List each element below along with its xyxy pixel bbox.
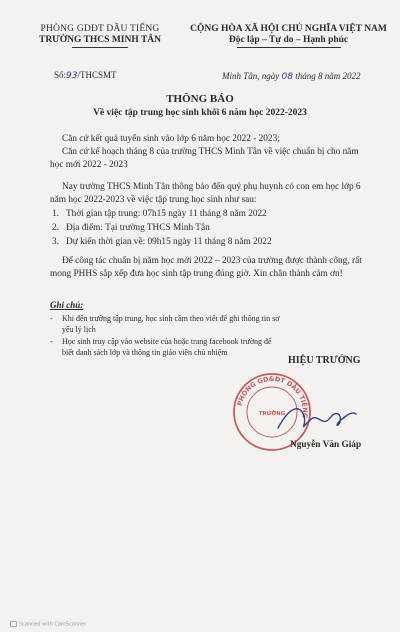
document-number	[54, 70, 116, 81]
date-before: Minh Tân, ngày	[222, 71, 282, 81]
handwritten-signature	[270, 398, 360, 442]
national-motto: Độc lập – Tự do – Hạnh phúc	[228, 35, 349, 45]
school-name: TRƯỜNG THCS MINH TÂN	[38, 35, 162, 45]
stamp-outer-text: PHÒNG GD&ĐT DẦU TIẾNG	[235, 374, 310, 419]
doc-number-prefix: Số:	[54, 70, 67, 80]
note-dash: -	[50, 314, 53, 323]
header-right-rule	[237, 47, 341, 48]
country-name: CỘNG HÒA XÃ HỘI CHỦ NGHĨA VIỆT NAM	[190, 24, 387, 34]
note-text: Khi đến trường tập trung, học sinh cầm theo viết để ghi thông tin sơ yếu lý lịch	[62, 314, 280, 334]
paragraph-3: Nay trường THCS Minh Tân thông báo đến quý phụ huynh có con em học lớp 6 năm học 2022-2023 về việc tập trung học sinh như sau:	[50, 182, 361, 205]
list-item	[52, 235, 352, 249]
agency-name: PHÒNG GDĐT DẦU TIẾNG	[40, 24, 160, 34]
header-left-rule	[72, 47, 128, 48]
notes-title: Ghi chú:	[50, 300, 84, 310]
note-dash: -	[50, 337, 53, 346]
note-text: Học sinh truy cập vào website của hoặc trang facebook trường để biết danh sách lớp và thông tin giáo viên chủ nhiệm	[62, 337, 272, 357]
doc-number-handwritten: 93	[66, 71, 78, 81]
note-item	[50, 336, 280, 358]
signature-title: HIỆU TRƯỞNG	[288, 355, 361, 366]
list-item	[52, 221, 352, 235]
paragraph-2: Căn cứ kế hoạch tháng 8 của trường THCS Minh Tân về việc chuẩn bị cho năm học mới 2022 - 2023	[50, 147, 359, 170]
list-item-number: 1.	[52, 209, 59, 219]
notes-list	[50, 313, 280, 359]
list-item-text: Thời gian tập trung: 07h15 ngày 11 tháng 8 năm 2022	[66, 209, 267, 219]
camera-icon	[10, 621, 17, 627]
signer-name: Nguyễn Văn Giáp	[290, 440, 362, 450]
paragraph-4: Để công tác chuẩn bị năm học mới 2022 – 2023 của trường được thành công, rất mong PHHS sắp xếp đưa học sinh tập trung đúng giờ. Xin chân thành cảm ơn!	[50, 256, 362, 279]
scanner-watermark	[10, 621, 86, 628]
paragraph-1: Căn cứ kết quả tuyển sinh vào lớp 6 năm học 2022 - 2023;	[62, 134, 280, 144]
watermark-text: Scanned with CamScanner	[19, 621, 87, 628]
note-item	[50, 313, 280, 335]
document-title: THÔNG BÁO	[166, 93, 234, 105]
schedule-list	[52, 207, 352, 249]
doc-number-suffix: /THCSMT	[77, 70, 117, 80]
stamp-inner-text: TRƯỜNG	[258, 411, 286, 417]
header-right	[186, 24, 391, 48]
list-item-number: 2.	[52, 223, 59, 233]
list-item-text: Địa điểm: Tại trường THCS Minh Tân	[66, 223, 210, 233]
date-line	[222, 71, 360, 82]
header-left	[20, 24, 180, 48]
list-item-number: 3.	[52, 237, 59, 247]
list-item-text: Dự kiến thời gian về: 09h15 ngày 11 tháng 8 năm 2022	[66, 237, 272, 247]
date-day-handwritten: 08	[281, 72, 293, 82]
list-item	[52, 207, 352, 221]
document-subtitle: Về việc tập trung học sinh khối 6 năm học 2022-2023	[93, 108, 307, 118]
date-after: tháng 8 năm 2022	[292, 71, 361, 81]
